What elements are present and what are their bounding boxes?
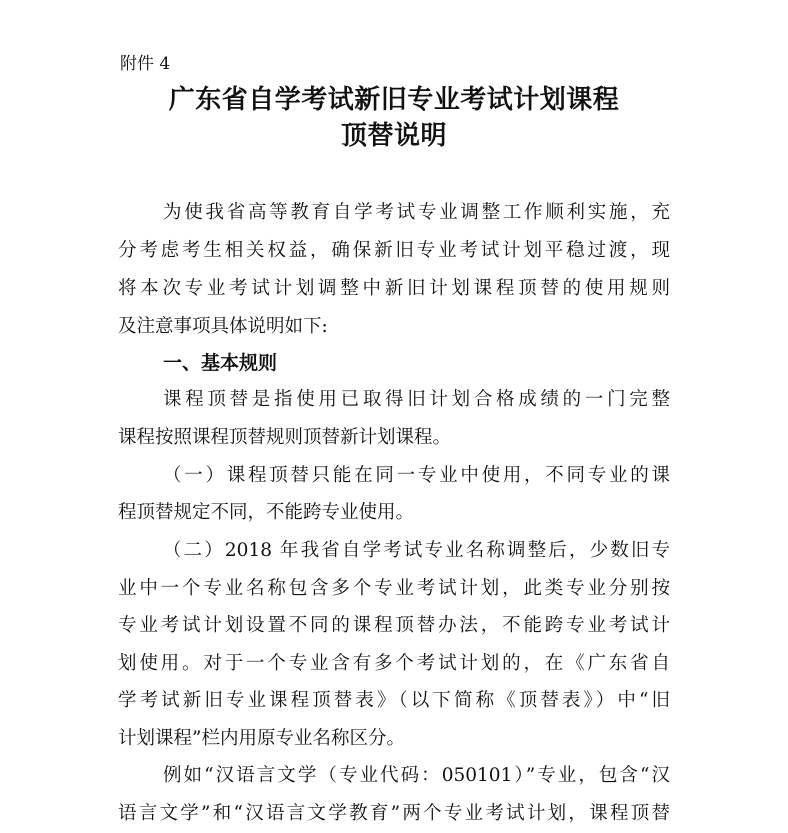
rule-2-line-2: 业中一个专业名称包含多个专业考试计划，此类专业分别按 <box>118 578 670 599</box>
document-title-line-2: 顶替说明 <box>340 121 447 151</box>
intro-line-2: 分考虑考生相关权益，确保新旧专业考试计划平稳过渡，现 <box>118 240 670 261</box>
document-title-line-1: 广东省自学考试新旧专业考试计划课程 <box>168 85 620 115</box>
rule-2-line-1: （二）2018 年我省自学考试专业名称调整后，少数旧专 <box>163 540 670 561</box>
rule-2-line-3: 专业考试计划设置不同的课程顶替办法，不能跨专业考试计 <box>118 615 670 636</box>
intro-line-3: 将本次专业考试计划调整中新旧计划课程顶替的使用规则 <box>118 278 670 299</box>
rule-1-line-1: （一）课程顶替只能在同一专业中使用，不同专业的课 <box>163 465 670 486</box>
section-heading-basic-rules: 一、基本规则 <box>163 352 278 374</box>
definition-line-1: 课程顶替是指使用已取得旧计划合格成绩的一门完整 <box>163 389 670 410</box>
rule-2-line-6: 计划课程”栏内用原专业名称区分。 <box>118 728 405 749</box>
intro-line-1: 为使我省高等教育自学考试专业调整工作顺利实施，充 <box>163 202 670 223</box>
definition-line-2: 课程按照课程顶替规则顶替新计划课程。 <box>118 427 452 448</box>
example-line-1: 例如“汉语言文学（专业代码：050101）”专业，包含“汉 <box>163 765 670 786</box>
rule-2-line-4: 划使用。对于一个专业含有多个考试计划的，在《广东省自 <box>118 653 670 674</box>
attachment-label: 附件 4 <box>120 54 171 74</box>
rule-2-line-5: 学考试新旧专业课程顶替表》（以下简称《顶替表》）中“旧 <box>118 690 670 711</box>
example-line-2: 语言文学”和“汉语言文学教育”两个专业考试计划，课程顶替 <box>118 803 670 824</box>
rule-1-line-2: 程顶替规定不同，不能跨专业使用。 <box>118 502 415 523</box>
intro-line-4: 及注意事项具体说明如下: <box>118 316 328 337</box>
